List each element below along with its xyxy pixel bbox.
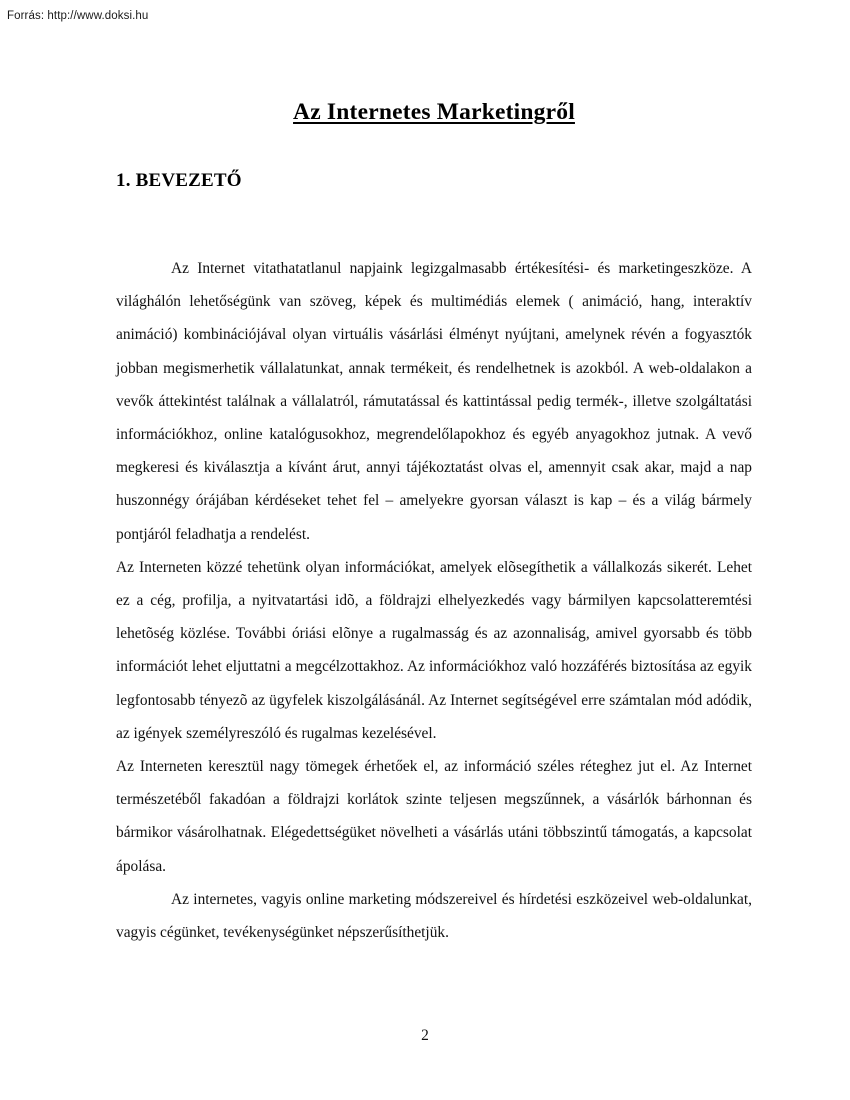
page-number: 2	[421, 1027, 429, 1044]
section-heading-bevezeto: 1. BEVEZETŐ	[116, 170, 242, 191]
paragraph-online-marketing-osszegzes: Az internetes, vagyis online marketing módszereivel és hírdetési eszközeivel web-oldalunkat, vagyis cégünket, tevékenységünket népszerűsíthetjük.	[116, 890, 752, 942]
source-url-header: Forrás: http://www.doksi.hu	[7, 10, 149, 22]
page-title	[116, 99, 752, 126]
paragraph-informaciok-kozzetetele: Az Interneten közzé tehetünk olyan információkat, amelyek elõsegíthetik a vállalkozás sikerét. Lehet ez a cég, profilja, a nyitvatartási idõ, a földrajzi elhelyezkedés vagy bármilyen kapcsolatteremtési lehetõség közlése. További óriási elõnye a rugalmasság és az azonnaliság, amivel gyorsabb és több információt lehet eljuttatni a megcélzottakhoz. Az információkhoz való hozzáférés biztosítása az egyik legfontosabb tényezõ az ügyfelek kiszolgálásánál. Az Internet segítségével erre számtalan mód adódik, az igények személyreszóló és rugalmas kezelésével.	[116, 558, 752, 742]
page-title-text: Az Internetes Marketingről	[293, 99, 575, 125]
body-text	[116, 252, 752, 949]
paragraph-nagy-tomegek: Az Interneten keresztül nagy tömegek érhetőek el, az információ széles réteghez jut el. Az Internet természetéből fakadóan a földrajzi korlátok szinte teljesen megszűnnek, a vásárlók bárhonnan és bármikor vásárolhatnak. Elégedettségüket növelheti a vásárlás utáni többszintű támogatás, a kapcsolat ápolása.	[116, 758, 752, 875]
paragraph-intro-internet: Az Internet vitathatatlanul napjaink legizgalmasabb értékesítési- és marketingeszköze. A világhálón lehetőségünk van szöveg, képek és multimédiás elemek ( animáció, hang, interaktív animáció) kombinációjával olyan virtuális vásárlási élményt nyújtani, amelynek révén a fogyasztók jobban megismerhetik vállalatunkat, annak termékeit, és rendelhetnek is azokból. A web-oldalakon a vevők áttekintést találnak a vállalatról, rámutatással és kattintással pedig termék-, illetve szolgáltatási információkhoz, online katalógusokhoz, megrendelőlapokhoz és egyéb anyagokhoz jutnak. A vevő megkeresi és kiválasztja a kívánt árut, annyi tájékoztatást olvas el, amennyit csak akar, majd a nap huszonnégy órájában kérdéseket tehet fel – amelyekre gyorsan választ is kap – és a világ bármely pontjáról feladhatja a rendelést.	[116, 260, 752, 543]
